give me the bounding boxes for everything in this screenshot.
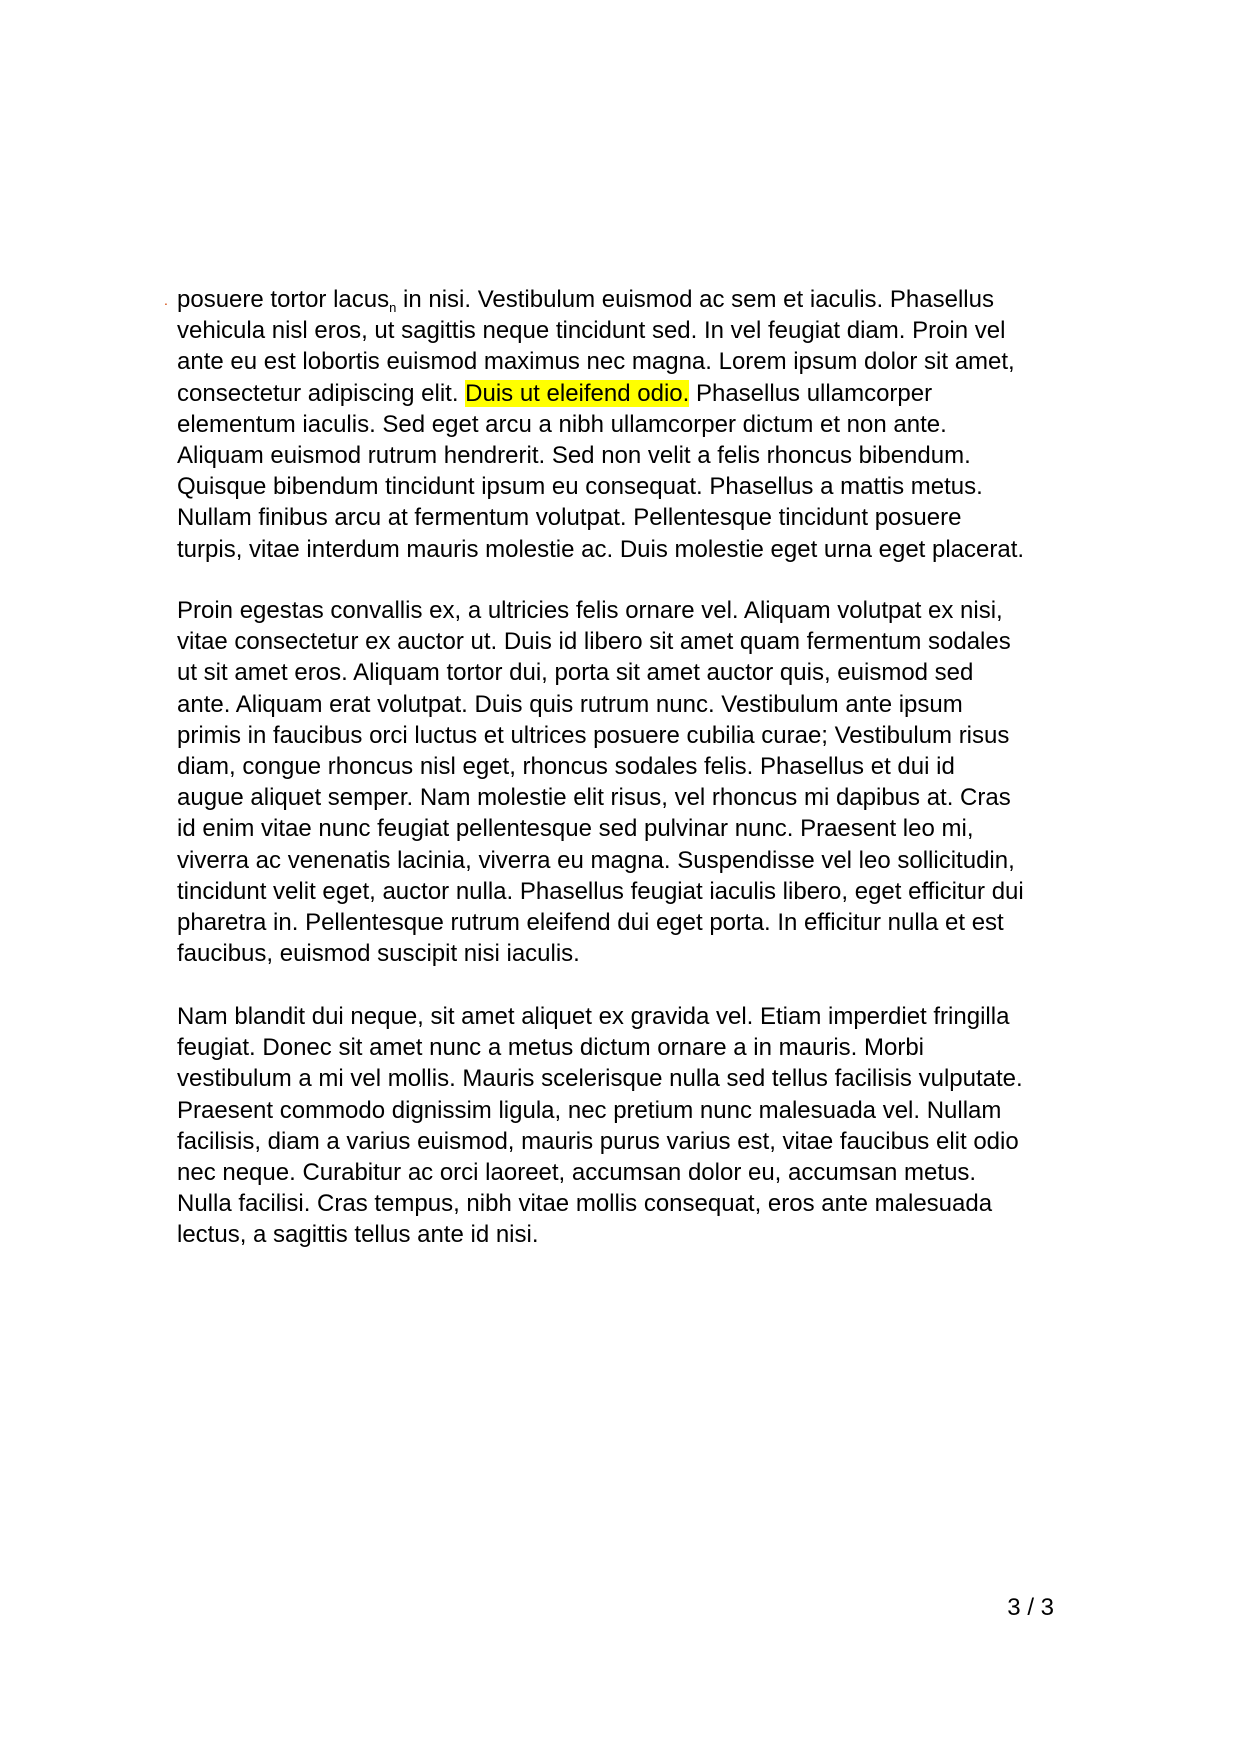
highlighted-text[interactable]: Duis ut eleifend odio. xyxy=(465,379,690,407)
text-line: elementum iaculis. Sed eget arcu a nibh ullamcorper dictum et non ante. xyxy=(177,410,947,438)
paragraph-1 xyxy=(177,284,1077,565)
text-line: lectus, a sagittis tellus ante id nisi. xyxy=(177,1221,539,1249)
text-line: pharetra in. Pellentesque rutrum eleifend dui eget porta. In efficitur nulla et est xyxy=(177,909,1004,937)
text-line: vestibulum a mi vel mollis. Mauris scelerisque nulla sed tellus facilisis vulputate. xyxy=(177,1065,1023,1093)
comment-marker[interactable]: . xyxy=(164,292,168,308)
text-line: faucibus, euismod suscipit nisi iaculis. xyxy=(177,940,580,968)
page-number: 3 / 3 xyxy=(1007,1594,1054,1621)
text-line: id enim vitae nunc feugiat pellentesque sed pulvinar nunc. Praesent leo mi, xyxy=(177,815,974,843)
paragraph-3 xyxy=(177,1001,1077,1251)
text-line: consectetur adipiscing elit. Duis ut eleifend odio. Phasellus ullamcorper xyxy=(177,379,933,407)
text-line: diam, congue rhoncus nisl eget, rhoncus sodales felis. Phasellus et dui id xyxy=(177,753,955,781)
text-line: primis in faucibus orci luctus et ultrices posuere cubilia curae; Vestibulum risus xyxy=(177,721,1010,749)
text-line: posuere tortor lacus$_n$ in nisi. Vestibulum euismod ac sem et iaculis. Phasellus xyxy=(177,286,994,315)
text-line: ante eu est lobortis euismod maximus nec magna. Lorem ipsum dolor sit amet, xyxy=(177,348,1015,376)
text-line: Aliquam euismod rutrum hendrerit. Sed non velit a felis rhoncus bibendum. xyxy=(177,442,971,470)
text-line: nec neque. Curabitur ac orci laoreet, accumsan dolor eu, accumsan metus. xyxy=(177,1159,977,1187)
text-line: tincidunt velit eget, auctor nulla. Phasellus feugiat iaculis libero, eget efficitur dui xyxy=(177,877,1024,905)
text-line: ante. Aliquam erat volutpat. Duis quis rutrum nunc. Vestibulum ante ipsum xyxy=(177,690,963,718)
text-line: augue aliquet semper. Nam molestie elit risus, vel rhoncus mi dapibus at. Cras xyxy=(177,784,1011,812)
subscript-text: n xyxy=(389,300,397,315)
text-line: ut sit amet eros. Aliquam tortor dui, porta sit amet auctor quis, euismod sed xyxy=(177,659,974,687)
text-line: Nulla facilisi. Cras tempus, nibh vitae mollis consequat, eros ante malesuada xyxy=(177,1190,993,1218)
text-line: facilisis, diam a varius euismod, mauris purus varius est, vitae faucibus elit odio xyxy=(177,1127,1019,1155)
text-line: Nullam finibus arcu at fermentum volutpat. Pellentesque tincidunt posuere xyxy=(177,504,962,532)
text-line: Quisque bibendum tincidunt ipsum eu consequat. Phasellus a mattis metus. xyxy=(177,473,983,501)
text-line: feugiat. Donec sit amet nunc a metus dictum ornare a in mauris. Morbi xyxy=(177,1034,924,1062)
text-line: viverra ac venenatis lacinia, viverra eu magna. Suspendisse vel leo sollicitudin, xyxy=(177,846,1015,874)
text-line: turpis, vitae interdum mauris molestie ac. Duis molestie eget urna eget placerat. xyxy=(177,535,1025,563)
text-line: vehicula nisl eros, ut sagittis neque tincidunt sed. In vel feugiat diam. Proin vel xyxy=(177,317,1006,345)
text-line: Nam blandit dui neque, sit amet aliquet ex gravida vel. Etiam imperdiet fringilla xyxy=(177,1003,1010,1030)
paragraph-2 xyxy=(177,595,1077,969)
text-line: vitae consectetur ex auctor ut. Duis id libero sit amet quam fermentum sodales xyxy=(177,628,1011,656)
text-line: Praesent commodo dignissim ligula, nec pretium nunc malesuada vel. Nullam xyxy=(177,1096,1002,1124)
text-line: Proin egestas convallis ex, a ultricies felis ornare vel. Aliquam volutpat ex nisi, xyxy=(177,597,1003,624)
